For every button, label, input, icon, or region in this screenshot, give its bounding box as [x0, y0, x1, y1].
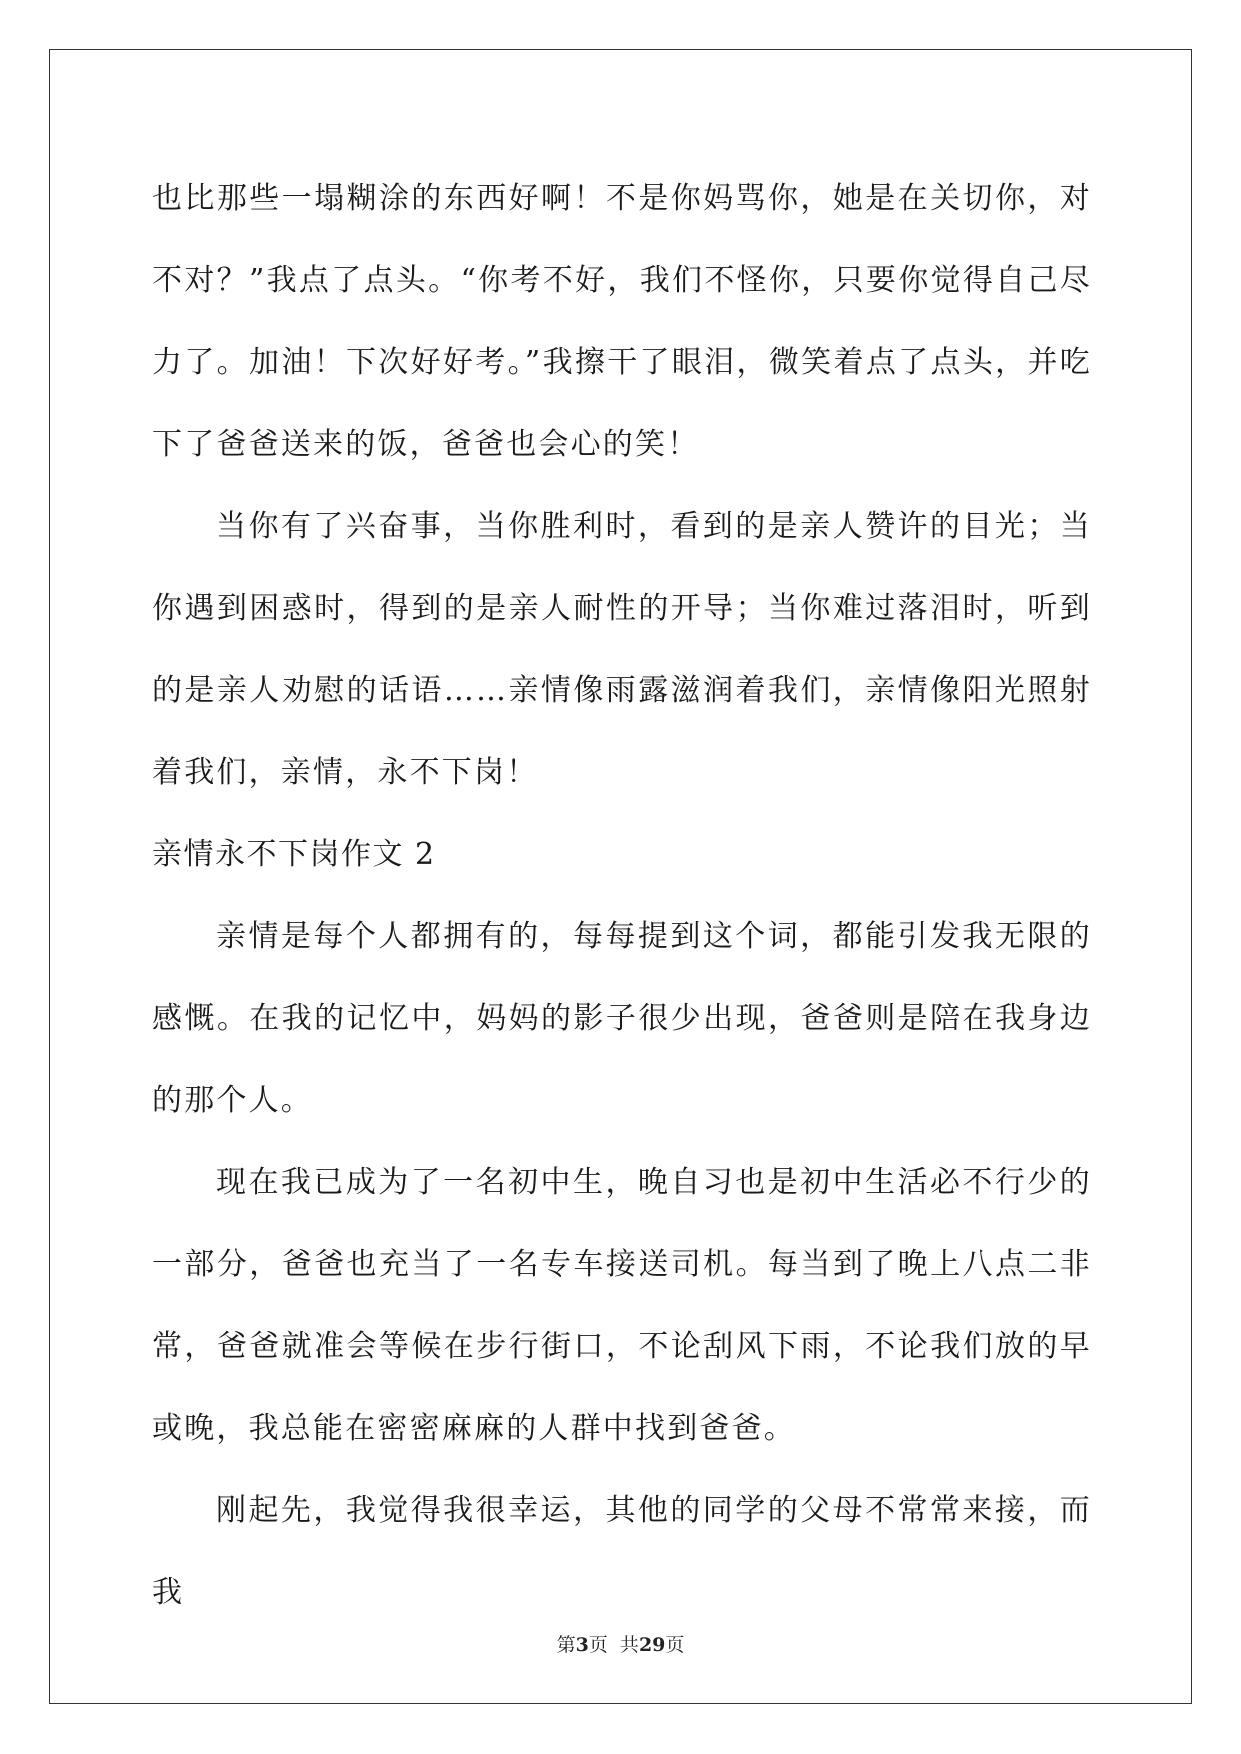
current-page-number: 3	[575, 1634, 589, 1656]
paragraph: 现在我已成为了一名初中生，晚自习也是初中生活必不行少的一部分，爸爸也充当了一名专车接送司机。每当到了晚上八点二非常，爸爸就准会等候在步行街口，不论刮风下雨，不论我们放的早或晚，我总能在密密麻麻的人群中找到爸爸。	[152, 1165, 1092, 1446]
page-label-prefix: 第	[556, 1634, 576, 1656]
paragraph: 刚起先，我觉得我很幸运，其他的同学的父母不常常来接，而我	[152, 1493, 1092, 1610]
page-label-mid: 页 共	[588, 1634, 639, 1656]
paragraph: 亲情是每个人都拥有的，每每提到这个词，都能引发我无限的感慨。在我的记忆中，妈妈的影子很少出现，爸爸则是陪在我身边的那个人。	[152, 919, 1092, 1118]
total-page-number: 29	[638, 1634, 666, 1656]
section-heading: 亲情永不下岗作文 2	[152, 837, 436, 872]
paragraph: 当你有了兴奋事，当你胜利时，看到的是亲人赞许的目光；当你遇到困惑时，得到的是亲人耐性的开导；当你难过落泪时，听到的是亲人劝慰的话语……亲情像雨露滋润着我们，亲情像阳光照射着我们，亲情，永不下岗！	[152, 509, 1092, 790]
page-label-suffix: 页	[665, 1634, 685, 1656]
paragraph: 也比那些一塌糊涂的东西好啊！不是你妈骂你，她是在关切你，对不对？”我点了点头。“你考不好，我们不怪你，只要你觉得自己尽力了。加油！下次好好考。”我擦干了眼泪，微笑着点了点头，并吃下了爸爸送来的饭，爸爸也会心的笑！	[152, 181, 1092, 462]
document-body	[152, 158, 1092, 1634]
page-footer	[0, 1630, 1241, 1657]
